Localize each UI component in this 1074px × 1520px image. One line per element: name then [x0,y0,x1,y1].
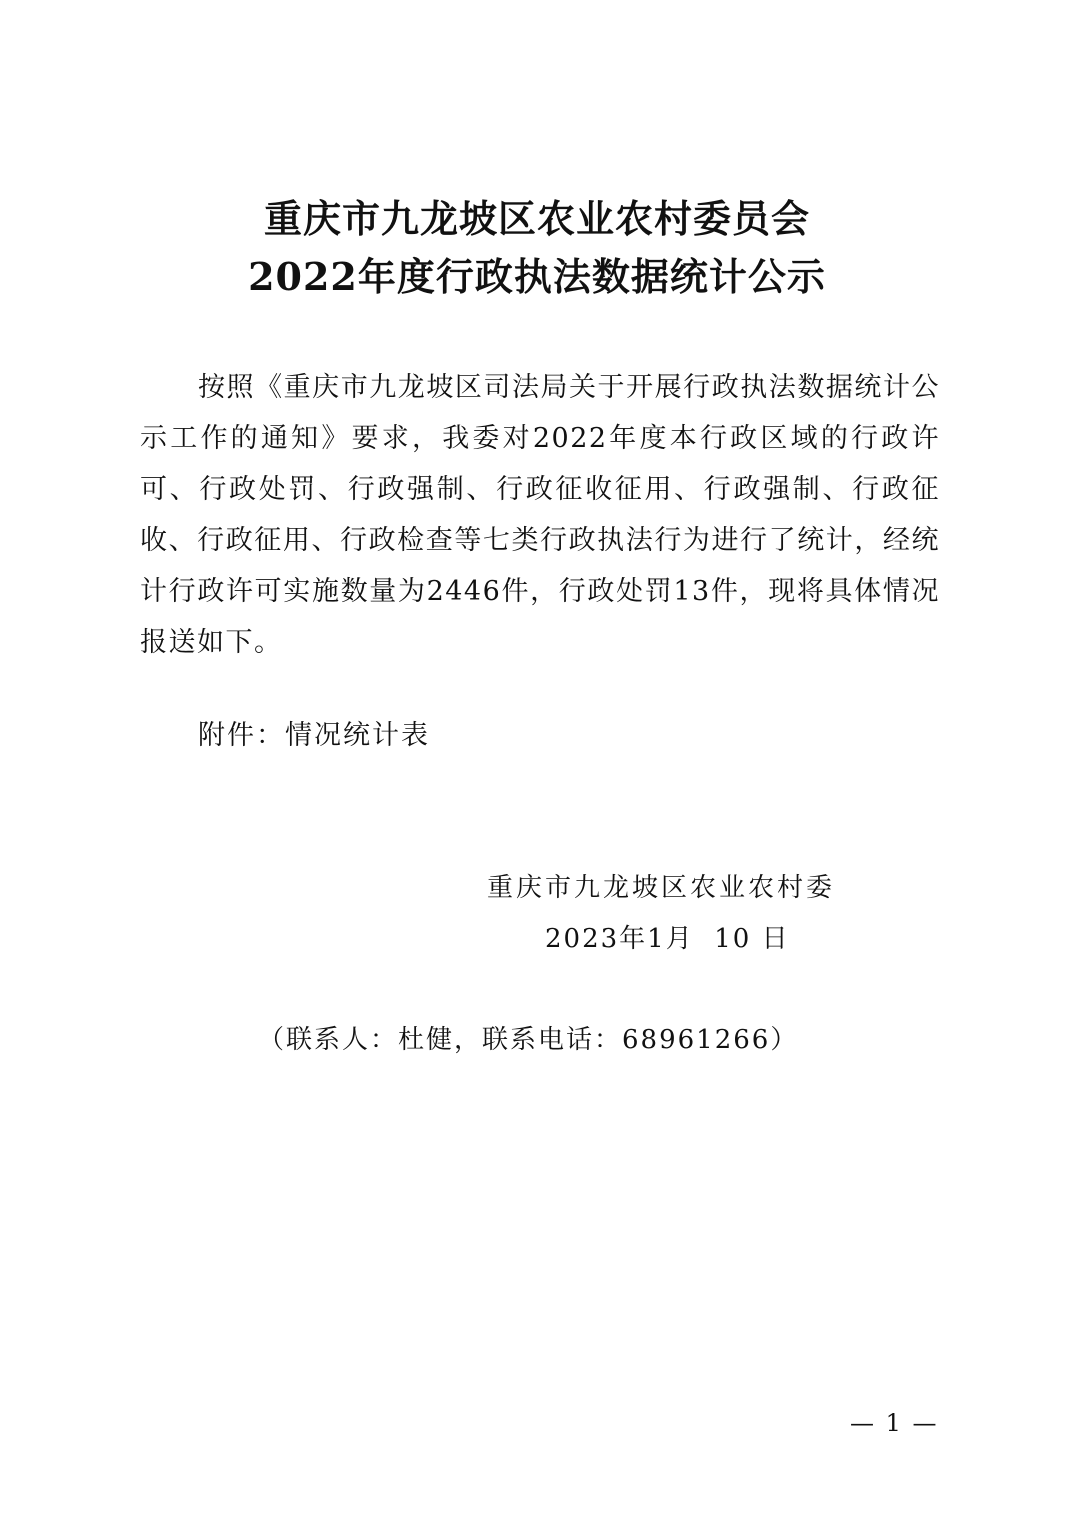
attachment-line: 附件：情况统计表 [198,720,430,751]
body-section [140,362,940,668]
signature-organization: 重庆市九龙坡区农业农村委 [487,873,836,903]
document-title-line-1: 重庆市九龙坡区农业农村委员会 [263,196,810,241]
page-number: — 1 — [850,1409,939,1437]
document-title-line-2: 2022年度行政执法数据统计公示 [248,254,826,299]
signature-date: 2023年1月 10 日 [545,924,790,954]
contact-info: （联系人：杜健，联系电话：68961266） [258,1025,799,1055]
body-paragraph: 按照《重庆市九龙坡区司法局关于开展行政执法数据统计公示工作的通知》要求，我委对2022年度本行政区域的行政许可、行政处罚、行政强制、行政征收征用、行政强制、行政征收、行政征用、行政检查等七类行政执法行为进行了统计，经统计行政许可实施数量为2446件，行政处罚13件，现将具体情况报送如下。 [140,372,940,658]
